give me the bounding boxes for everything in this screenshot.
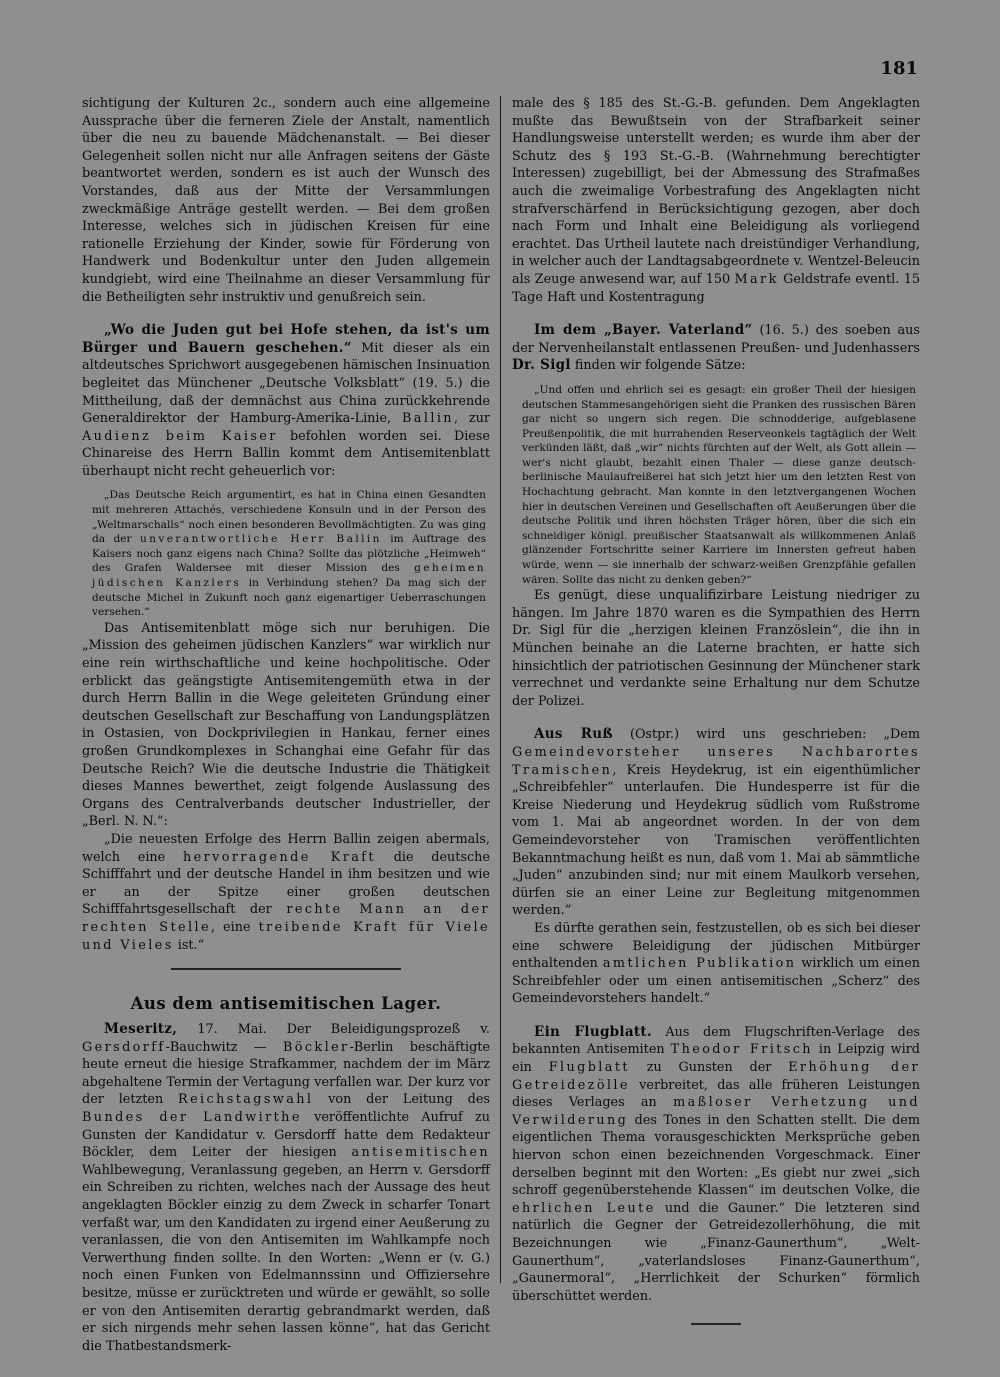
paragraph-russ: Aus Ruß (Ostpr.) wird uns geschrieben: „Dem Gemeindevorsteher unseres Nachbarortes Tramischen, Kreis Heydekrug, ist ein eigenthümlicher „Schreibfehler“ unterlaufen. Die Hundesperre ist für die Kreise Niederung und Heydekrug südlich vom Rußstrome vom 1. Mai ab angeordnet worden. In der von dem Gemeindevorsteher von Tramischen veröffentlichten Bekanntmachung heißt es nun, daß vom 1. Mai ab sämmtliche „Juden“ anzubinden sind; nur mit einem Maulkorb versehen, dürfen sie an einer Leine zur Begleitung mitgenommen werden.“ [512, 726, 921, 919]
paragraph-vaterland: Im dem „Bayer. Vaterland“ (16. 5.) des soeben aus der Nervenheilanstalt entlassenen Preußen- und Judenhassers Dr. Sigl finden wir folgende Sätze: [512, 322, 920, 374]
heading-hofe: „Wo die Juden gut bei Hofe stehen, da ist's um Bürger und Bauern geschehen.“ [82, 322, 490, 356]
section-title: Aus dem antisemitischen Lager. [130, 994, 442, 1014]
paragraph-meseritz: Meseritz, 17. Mai. Der Beleidigungsprozeß v. Gersdorff-Bauchwitz — Böckler-Berlin beschäftigte heute erneut die hiesige Strafkammer, nachdem der im März abgehaltene Termin der Vertagung verfallen war. Der kurz vor der letzten Reichstagswahl von der Leitung des Bundes der Landwirthe veröffentlichte Aufruf zu Gunsten der Kandidatur v. Gersdorff hatte dem Redakteur Böckler, dem Leiter der hiesigen antisemitischen Wahlbewegung, Veranlassung gegeben, an Herrn v. Gersdorff ein Schreiben zu richten, welches nach der Aussage des heut angeklagten Böckler einzig zu dem Zweck in scharfer Tonart verfaßt war, um den Kandidaten zu irgend einer Aeußerung zu veranlassen, die von den Antisemiten im Wahlkampfe noch Verwerthung finden sollte. In den Worten: „Wenn er (v. G.) noch einen Funken von Edelmannssinn und Offiziersehre besitze, müsse er zurücktreten und würde er gewählt, so solle er von den Antisemiten derartig gebrandmarkt werden, daß er sich nirgends mehr sehen lassen könne“, hat das Gericht die Thatbestandsmerk- [82, 1021, 490, 1354]
quote-vaterland: „Und offen und ehrlich sei es gesagt: ein großer Theil der hiesigen deutschen Stammesangehörigen sieht die Pranken des russischen Bären gar nicht so ungern sich regen. Die schnodderige, aufgeblasene Preußenpolitik, die mit hurrahenden Reserveonkels tagtäglich der Welt verkünden läßt, daß „wir“ nichts fürchten auf der Welt, als Gott allein — wer's nicht glaubt, bezahlt einen Thaler — diese ganze deutsch-berlinische Maulaufreißerei hat sich jetzt hier um den letzten Rest von Hochachtung gebracht. Man konnte in den letztvergangenen Wochen hier in deutschen Vereinen und Gesellschaften oft Aeußerungen über die deutsche Politik und ihren höchsten Träger hören, über die sich ein schneidiger königl. preußischer Staatsanwalt als willkommenen Anlaß glänzender Fortschritte seiner Karriere im Innersten gefreut haben würde, wenn — sie innerhalb der schwarz-weißen Grenzpfähle gefallen wären. Sollte das nicht zu denken geben?“ [522, 383, 916, 586]
paragraph-anstalt: sichtigung der Kulturen 2c., sondern auch eine allgemeine Aussprache über die ferneren Ziele der Anstalt, namentlich über die neu zu bauende Mädchenanstalt. — Bei dieser Gelegenheit sollen nicht nur alle Anfragen seitens der Gäste beantwortet werden, sondern es ist auch der Wunsch des Vorstandes, daß aus der Mitte der Versammlungen zweckmäßige Anträge gestellt werden. — Bei dem großen Interesse, welches sich in jüdischen Kreisen für eine rationelle Erziehung der Kinder, sowie für Förderung von Handwerk und Bodenkultur unter den Juden allgemein kundgiebt, wird eine Theilnahme an dieser Versammlung für die Betheiligten sehr instruktiv und genußreich sein. [82, 96, 490, 305]
heading-vaterland: Im dem „Bayer. Vaterland“ [534, 322, 753, 339]
heading-flugblatt: Ein Flugblatt. [534, 1023, 652, 1040]
section-rule [171, 968, 401, 970]
paragraph-flugblatt: Ein Flugblatt. Aus dem Flugschriften-Verlage des bekannten Antisemiten Theodor Fritsch in Leipzig wird ein Flugblatt zu Gunsten der Erhöhung der Getreidezölle verbreitet, das alle früheren Leistungen dieses Verlages an maßloser Verhetzung und Verwilderung des Tones in den Schatten stellt. Die dem eigentlichen Thema vorausgeschickten Merksprüche geben hiervon schon einen bezeichnenden Vorgeschmack. Einer derselben beginnt mit den Worten: „Es giebt nur zwei „sich schroff gegenüberstehende Klassen“ im deutschen Volke, die ehrlichen Leute und die Gauner.“ Die letzteren sind natürlich die Gegner der Getreidezollerhöhung, die mit Bezeichnungen wie „Finanz-Gaunerthum“, „Welt-Gaunerthum“, „vaterlandsloses Finanz-Gaunerthum“, „Gaunermoral“, „Herrlichkeit der Schurken“ förmlich überschüttet werden. [512, 1023, 921, 1304]
page-number: 181 [880, 58, 918, 79]
paragraph-ballin-erfolge: „Die neuesten Erfolge des Herrn Ballin zeigen abermals, welch eine hervorragende Kraft die deutsche Schifffahrt und der deutsche Handel in ihm besitzen und wie er an der Spitze einer großen deutschen Schifffahrtsgesellschaft der rechte Mann an der rechten Stelle, eine treibende Kraft für Viele und Vieles ist.“ [82, 831, 490, 953]
end-rule [691, 1323, 741, 1325]
quote-volksblatt: „Das Deutsche Reich argumentirt, es hat in China einen Gesandten mit mehreren Attachés, verschiedene Konsuln und in der Person des „Weltmarschalls“ noch einen besonderen Bevollmächtigten. Zu was ging da der unverantwortliche Herr Ballin im Auftrage des Kaisers noch ganz eigens nach China? Sollte das plötzliche „Heimweh“ des Grafen Waldersee mit dieser Mission des geheimen jüdischen Kanzlers in Verbindung stehen? Da mag sich der deutsche Michel in Zukunft noch ganz eigenartiger Ueberraschungen versehen.“ [92, 489, 487, 619]
paragraph-antisemitenblatt: Das Antisemitenblatt möge sich nur beruhigen. Die „Mission des geheimen jüdischen Kanzlers“ war wirklich nur eine rein wirthschaftliche und keine hochpolitische. Oder erblickt das geängstigte Antisemitengemüth etwa in der durch Herrn Ballin in die Wege geleiteten Gründung einer deutschen Gesellschaft zur Beschaffung von Landungsplätzen in Ostasien, von Dockprivilegien in Hankau, ferner eines großen Grundkomplexes in Schanghai eine Gefahr für das Deutsche Reich? Wie die deutsche Industrie die Thätigkeit dieses Mannes bewerthet, zeigt folgende Auslassung des Organs des Centralverbands deutscher Industrieller, der „Berl. N. N.“: [82, 620, 490, 830]
paragraph-sigl: Es genügt, diese unqualifizirbare Leistung niedriger zu hängen. Im Jahre 1870 waren es die Sympathien des Herrn Dr. Sigl für die „herzigen kleinen Französlein“, die ihn in München beinahe an die Laterne brachten, er hatte sich hinsichtlich der patriotischen Gesinnung der Münchener stark verrechnet und verdankte seine Erhaltung nur dem Schutze der Polizei. [512, 588, 920, 709]
paragraph-schreibfehler: Es dürfte gerathen sein, festzustellen, ob es sich bei dieser eine schwere Beleidigung der jüdischen Mitbürger enthaltenden amtlichen Publikation wirklich um einen Schreibfehler oder um einen antisemitischen „Scherz“ des Gemeindevorstehers handelt.“ [512, 920, 921, 1007]
left-column [82, 95, 490, 1355]
column-divider [500, 96, 501, 1283]
heading-russ: Aus Ruß [534, 726, 613, 743]
paragraph-urtheil: male des § 185 des St.-G.-B. gefunden. Dem Angeklagten mußte das Bewußtsein von der Strafbarkeit seiner Handlungsweise unterstellt werden; es wurde ihm aber der Schutz des § 193 St.-G.-B. (Wahrnehmung berechtigter Interessen) zugebilligt, bei der Abmessung des Strafmaßes auch die zweimalige Vorbestrafung des Angeklagten nicht strafverschärfend in Berücksichtigung gezogen, aber doch nach Form und Inhalt eine Beleidigung als vorliegend erachtet. Das Urtheil lautete nach dreistündiger Verhandlung, in welcher auch der Landtagsabgeordnete v. Wentzel-Beleucin als Zeuge anwesend war, auf 150 Mark Geldstrafe eventl. 15 Tage Haft und Kostentragung [512, 96, 920, 305]
paragraph-hofe: „Wo die Juden gut bei Hofe stehen, da ist's um Bürger und Bauern geschehen.“ Mit dieser als ein altdeutsches Sprichwort ausgegebenen hämischen Insinuation begleitet das Münchener „Deutsche Volksblatt“ (19. 5.) die Mittheilung, daß der demnächst aus China zurückkehrende Generaldirektor der Hamburg-Amerika-Linie, Ballin, zur Audienz beim Kaiser befohlen worden sei. Diese Chinareise des Herrn Ballin kommt dem Antisemitenblatt überhaupt nicht recht geheuerlich vor: [82, 322, 491, 479]
heading-meseritz: Meseritz, [104, 1021, 178, 1038]
right-column [512, 95, 920, 1325]
